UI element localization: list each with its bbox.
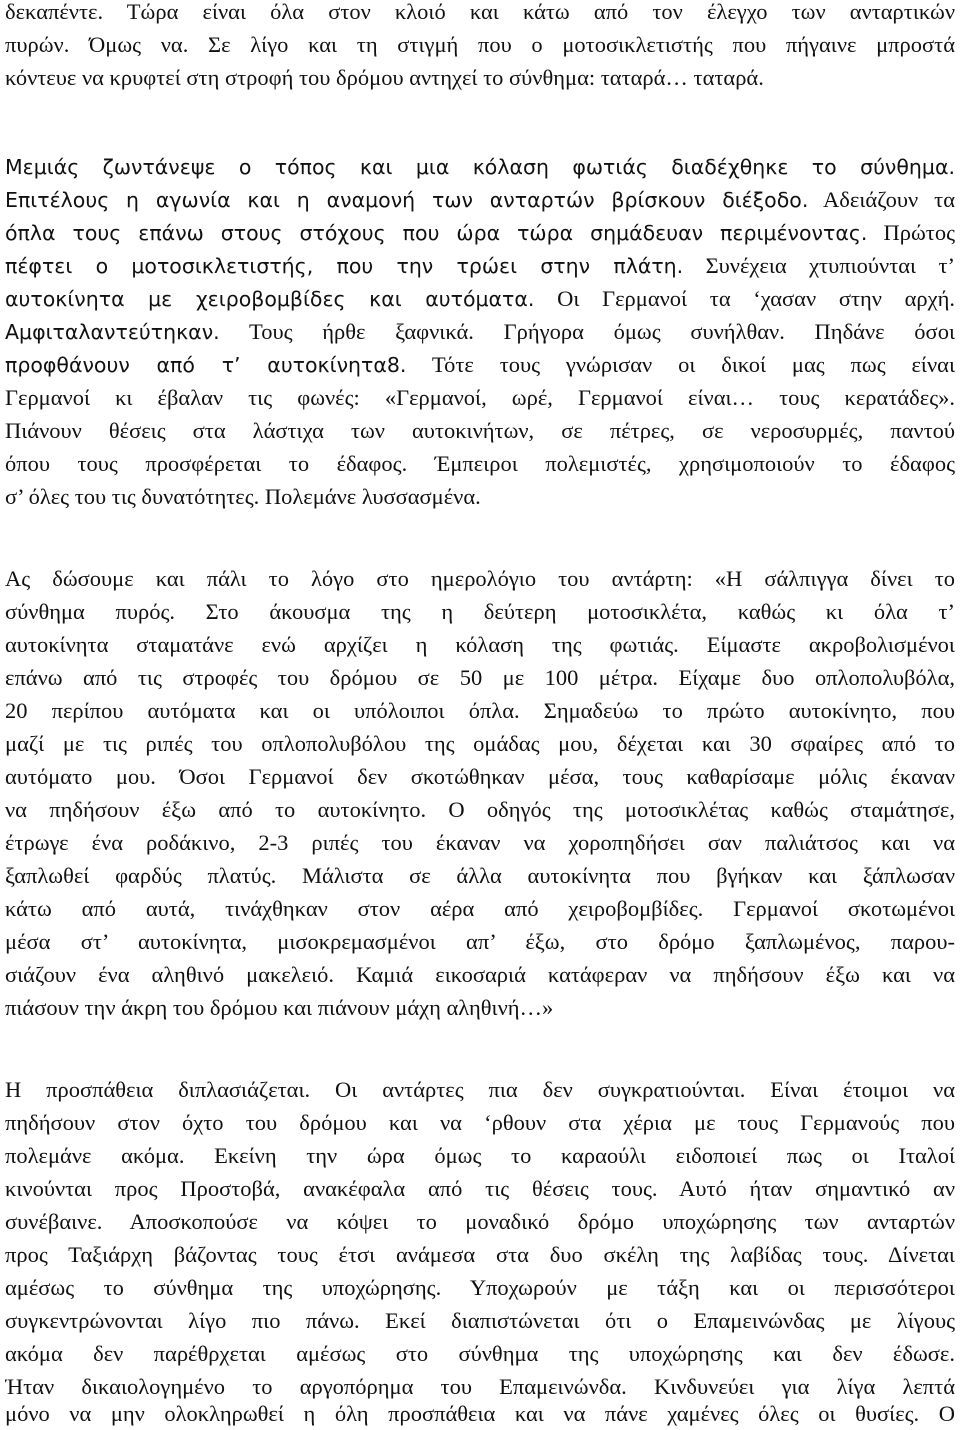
text-line: σ’ όλες του τις δυνατότητες. Πολεμάνε λυσσασμένα.: [5, 484, 481, 509]
text-segment: Αδειάζουν τα: [808, 187, 955, 212]
text-line: Η προσπάθεια διπλασιάζεται. Οι αντάρτες πια δεν συγκρατιούνται. Είναι έτοιμοι να: [5, 1077, 955, 1102]
text-line: Ας δώσουμε και πάλι το λόγο στο ημερολόγιο του αντάρτη: «Η σάλπιγγα δίνει το: [5, 566, 955, 591]
text-segment: Οι Γερμανοί τα ‘χασαν στην αρχή.: [534, 286, 955, 311]
text-line: κάτω από αυτά, τινάχθηκαν στον αέρα από χειροβομβίδες. Γερμανοί σκοτωμένοι: [5, 896, 955, 921]
text-line: πυρών. Όμως να. Σε λίγο και τη στιγμή που ο μοτοσικλετιστής που πήγαινε μπροστά: [5, 32, 955, 57]
text-line: όπου τους προσφέρεται το έδαφος. Έμπειροι πολεμιστές, χρησιμοποιούν το έδαφος: [5, 451, 955, 476]
text-line: σύνθημα πυρός. Στο άκουσμα της η δεύτερη μοτοσικλέτα, καθώς κι όλα τ’: [5, 599, 955, 624]
text-segment: Πρώτος: [867, 220, 955, 245]
text-line: συνέβαινε. Αποσκοπούσε να κόψει το μοναδικό δρόμο υποχώρησης των ανταρτών: [5, 1209, 955, 1234]
text-line: δεκαπέντε. Τώρα είναι όλα στον κλοιό και κάτω από τον έλεγχο των ανταρτικών: [5, 0, 955, 24]
text-line: αμέσως το σύνθημα της υποχώρησης. Υποχωρούν με τάξη και οι περισσότεροι: [5, 1275, 955, 1300]
text-line: να πηδήσουν έξω από το αυτοκίνητο. Ο οδηγός της μοτοσικλέτας καθώς σταμάτησε,: [5, 797, 955, 822]
text-segment: Τότε τους γνώρισαν οι δικοί μας πως είναι: [406, 352, 955, 377]
text-line: προς Ταξιάρχη βάζοντας τους έτσι ανάμεσα στα δυο σκέλη της λαβίδας τους. Δίνεται: [5, 1242, 955, 1267]
text-line: ξαπλωθεί φαρδύς πλατύς. Μάλιστα σε άλλα αυτοκίνητα που βγήκαν και ξάπλωσαν: [5, 863, 955, 888]
text-segment: πέφτει ο μοτοσικλετιστής, που την τρώει στην πλάτη.: [5, 254, 684, 278]
text-line: πηδήσουν στον όχτο του δρόμου και να ‘ρθουν στα χέρια με τους Γερμανούς που: [5, 1110, 955, 1135]
text-segment: Τους ήρθε ξαφνικά. Γρήγορα όμως συνήλθαν. Πηδάνε όσοι: [219, 319, 955, 344]
text-line-mixed: [5, 250, 955, 282]
text-line: ακόμα δεν παρέθρχεται αμέσως στο σύνθημα της υποχώρησης και δεν έδωσε.: [5, 1341, 955, 1366]
text-line: αυτοκίνητα σταματάνε ενώ αρχίζει η κόλαση της φωτιάς. Είμαστε ακροβολισμένοι: [5, 632, 955, 657]
text-line: σιάζουν ένα αληθινό μακελειό. Καμιά εικοσαριά κατάφεραν να πηδήσουν έξω και να: [5, 962, 955, 987]
text-segment: προφθάνουν από τ’ αυτοκίνητα8.: [5, 353, 407, 377]
text-line: Ήταν δικαιολογημένο το αργοπόρημα του Επαμεινώνδα. Κινδυνεύει για λίγα λεπτά: [5, 1374, 955, 1399]
text-line-mixed: [5, 316, 955, 348]
text-line: έτρωγε ένα ροδάκινο, 2-3 ριπές του έκαναν να χοροπηδήσει σαν παλιάτσος και να: [5, 830, 955, 855]
text-line: Μεμιάς ζωντάνεψε ο τόπος και μια κόλαση φωτιάς διαδέχθηκε το σύνθημα.: [5, 155, 955, 179]
text-line: πιάσουν την άκρη του δρόμου και πιάνουν μάχη αληθινή…»: [5, 995, 554, 1020]
text-line-mixed: [5, 283, 955, 315]
text-line: κινούνται προς Προστοβά, ανακέφαλα από τις θέσεις τους. Αυτό ήταν σημαντικό αν: [5, 1176, 955, 1201]
text-line: Γερμανοί κι έβαλαν τις φωνές: «Γερμανοί, ωρέ, Γερμανοί είναι… τους κερατάδες».: [5, 385, 955, 410]
text-line: συγκεντρώνονται λίγο πιο πάνω. Εκεί διαπιστώνεται ότι ο Επαμεινώνδας με λίγους: [5, 1308, 955, 1333]
text-line: κόντευε να κρυφτεί στη στροφή του δρόμου αντηχεί το σύνθημα: ταταρά… ταταρά.: [5, 65, 764, 90]
text-segment: αυτοκίνητα με χειροβομβίδες και αυτόματα.: [5, 287, 535, 311]
text-segment: Αμφιταλαντεύτηκαν.: [5, 320, 220, 344]
text-line: 20 περίπου αυτόματα και οι υπόλοιποι όπλα. Σημαδεύω το πρώτο αυτοκίνητο, που: [5, 698, 955, 723]
text-line: μόνο να μην ολοκληρωθεί η όλη προσπάθεια και να πάνε χαμένες όλες οι θυσίες. Ο: [5, 1401, 955, 1426]
text-segment: όπλα τους επάνω στους στόχους που ώρα τώρα σημάδευαν περιμένοντας.: [5, 221, 868, 245]
text-line: μαζί με τις ριπές του οπλοπολυβόλου της ομάδας μου, δέχεται και 30 σφαίρες από το: [5, 731, 955, 756]
text-line-mixed: [5, 184, 955, 216]
text-line: Πιάνουν θέσεις στα λάστιχα των αυτοκινήτων, σε πέτρες, σε νεροσυρμές, παντού: [5, 418, 955, 443]
text-line: μέσα στ’ αυτοκίνητα, μισοκρεμασμένοι απ’ έξω, στο δρόμο ξαπλωμένος, παρου-: [5, 929, 955, 954]
text-line: αυτόματο μου. Όσοι Γερμανοί δεν σκοτώθηκαν μέσα, τους καθαρίσαμε μόλις έκαναν: [5, 764, 955, 789]
text-line-mixed: [5, 217, 955, 249]
text-line: πολεμάνε ακόμα. Εκείνη την ώρα όμως το καραούλι ειδοποιεί πως οι Ιταλοί: [5, 1143, 955, 1168]
text-line-mixed: [5, 349, 955, 381]
text-line: επάνω από τις στροφές του δρόμου σε 50 με 100 μέτρα. Είχαμε δυο οπλοπολυβόλα,: [5, 665, 955, 690]
text-segment: Συνέχεια χτυπιούνται τ’: [683, 253, 955, 278]
text-segment: Επιτέλους η αγωνία και η αναμονή των ανταρτών βρίσκουν διέξοδο.: [5, 188, 809, 212]
